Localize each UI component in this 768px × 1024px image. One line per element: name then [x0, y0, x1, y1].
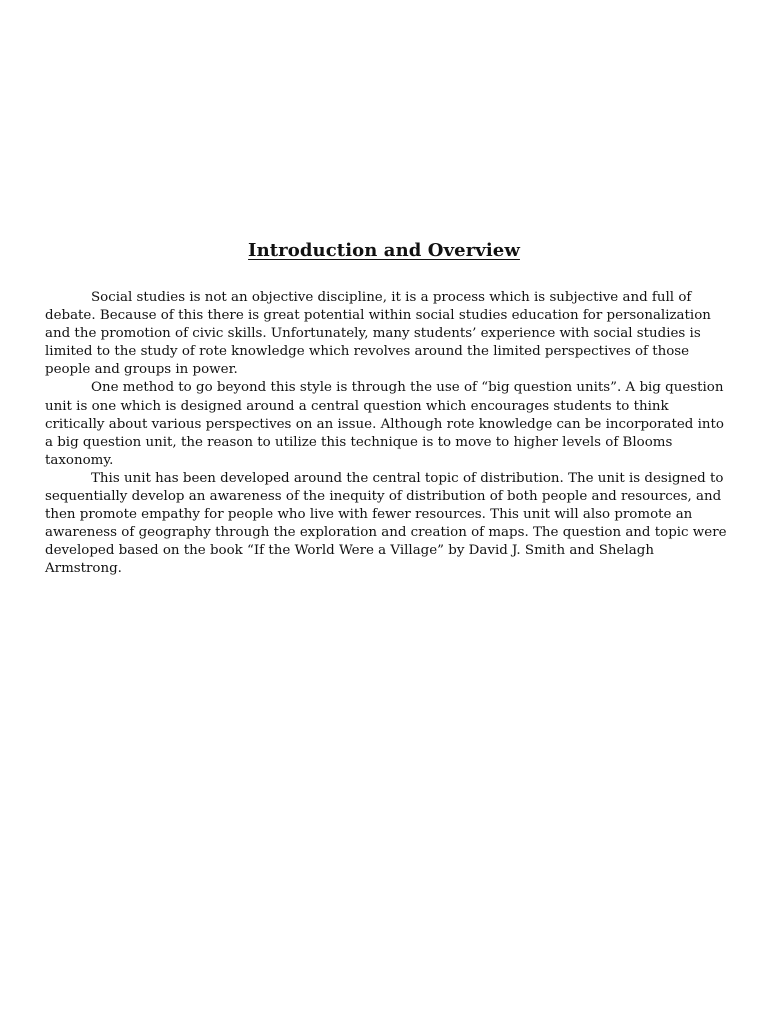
paragraph-3: This unit has been developed around the central topic of distribution. The unit is designed to sequentially develop an awareness of the inequity of distribution of both people and resources, and then promote empathy for people who live with fewer resources. This unit will also promote an awareness of geography through the exploration and creation of maps. The question and topic were developed based on the book “If the World Were a Village” by David J. Smith and Shelagh Armstrong. — [45, 470, 727, 577]
paragraph-1: Social studies is not an objective discipline, it is a process which is subjective and full of debate. Because of this there is great potential within social studies education for personalization and the promotion of civic skills. Unfortunately, many students’ experience with social studies is limited to the study of rote knowledge which revolves around the limited perspectives of those people and groups in power. — [45, 290, 711, 378]
paragraph-2: One method to go beyond this style is through the use of “big question units”. A big question unit is one which is designed around a central question which encourages students to think critically about various perspectives on an issue. Although rote knowledge can be incorporated into a big question unit, the reason to utilize this technique is to move to higher levels of Blooms taxonomy. — [45, 380, 724, 468]
page-title: Introduction and Overview — [248, 240, 520, 261]
body-text — [45, 289, 727, 579]
